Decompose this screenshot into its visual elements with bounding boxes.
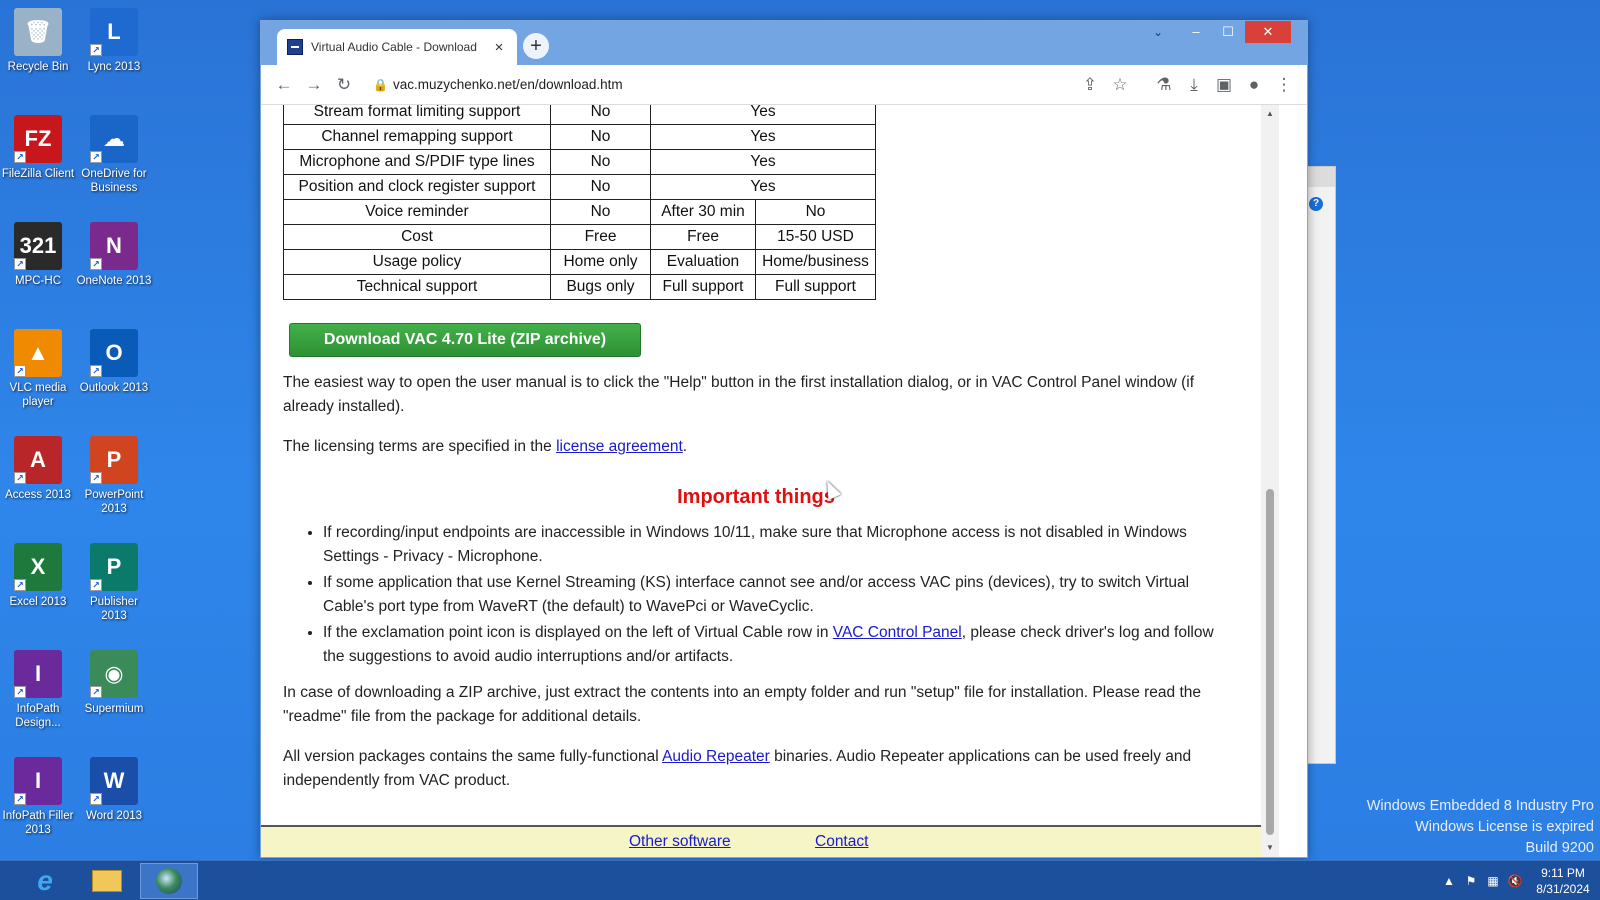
table-cell: Technical support [284,275,551,300]
table-row [284,125,876,150]
system-tray [1438,861,1600,900]
repeater-suffix: binaries. Audio Repeater applications can be used freely and independently from VAC product. [283,748,1192,789]
supermium-icon: ◉ ↗ [90,650,138,698]
comparison-table [283,105,876,300]
license-prefix: The licensing terms are specified in the [283,438,557,455]
table-cell: Yes [651,150,876,175]
shortcut-arrow-icon: ↗ [14,686,26,698]
desktop-shortcut[interactable] [0,329,76,409]
taskbar [0,860,1600,900]
shortcut-arrow-icon: ↗ [14,258,26,270]
new-tab-button[interactable]: + [523,33,549,59]
table-cell: Channel remapping support [284,125,551,150]
table-cell: Cost [284,225,551,250]
page-viewport [261,105,1281,857]
desktop-shortcut-label: Access 2013 [5,489,71,501]
table-row [284,250,876,275]
url-text[interactable]: vac.muzychenko.net/en/download.htm [393,77,623,92]
desktop-shortcut[interactable] [76,543,152,623]
desktop-shortcut[interactable] [76,757,152,823]
shortcut-arrow-icon: ↗ [14,365,26,377]
labs-flask-icon[interactable]: ⚗ [1156,74,1172,94]
shortcut-arrow-icon: ↗ [90,686,102,698]
list-item: • If some application that use Kernel Streaming (KS) interface cannot see and/or access VAC pins (devices), try to switch Virtual Cable's port type from WaveRT (the default) to WavePci or WaveCyclic. [323,571,1233,619]
table-cell: No [551,150,651,175]
side-panel-icon[interactable]: ▣ [1215,74,1233,94]
table-cell: Yes [651,125,876,150]
shortcut-arrow-icon: ↗ [90,258,102,270]
page-footer [261,825,1261,857]
license-agreement-link[interactable]: license agreement [556,438,683,455]
tab-search-chevron-icon[interactable]: ⌄ [1152,25,1164,39]
site-favicon-icon [287,39,303,55]
watermark-line: Windows License is expired [1415,819,1594,835]
table-cell: Full support [651,275,756,300]
download-icon[interactable]: ⤓ [1190,74,1198,94]
word-icon: W ↗ [90,757,138,805]
lock-icon[interactable]: 🔒 [373,77,388,92]
desktop-shortcut-label: OneDrive for Business [81,168,147,194]
table-cell: Voice reminder [284,200,551,225]
folder-icon [92,870,122,892]
table-cell: Yes [651,175,876,200]
manual-paragraph: The easiest way to open the user manual is to click the "Help" button in the first installation dialog, or in VAC Control Panel window (if already installed). [283,374,1195,415]
repeater-prefix: All version packages contains the same fully-functional [283,748,663,765]
file-explorer-taskbar-button[interactable] [78,863,136,899]
reload-icon[interactable]: ↻ [336,74,352,94]
shortcut-arrow-icon: ↗ [90,365,102,377]
desktop-shortcut[interactable] [76,115,152,195]
desktop-shortcut-label: Recycle Bin [7,61,69,73]
desktop-shortcut[interactable] [76,329,152,395]
watermark-line: Build 9200 [1525,840,1594,856]
desktop-shortcut[interactable] [0,757,76,837]
zip-paragraph: In case of downloading a ZIP archive, just extract the contents into an empty folder and run "setup" file for installation. Please read the "readme" file from the package for additional details. [283,684,1201,725]
table-cell: Free [651,225,756,250]
desktop-shortcut[interactable] [0,543,76,609]
repeater-paragraph [283,745,1233,793]
browser-titlebar [261,21,1307,65]
table-cell: Stream format limiting support [284,105,551,125]
close-window-button[interactable]: ✕ [1245,21,1291,43]
internet-explorer-icon: e [37,865,53,896]
important-heading: Important things [677,486,835,508]
table-cell: No [551,125,651,150]
license-suffix: . [682,438,688,455]
vac-control-panel-link[interactable]: VAC Control Panel [832,624,962,641]
table-cell: No [756,200,876,225]
access-icon: A ↗ [14,436,62,484]
browser-tab[interactable] [277,29,517,65]
table-cell: Full support [756,275,876,300]
table-row [284,150,876,175]
watermark-line: Windows Embedded 8 Industry Pro [1366,798,1594,814]
desktop-shortcut-label: PowerPoint 2013 [84,489,144,515]
table-cell: Home/business [756,250,876,275]
table-row [284,275,876,300]
background-window[interactable] [1304,166,1336,764]
menu-kebab-icon[interactable]: ⋮ [1275,74,1293,94]
table-cell: 15-50 USD [756,225,876,250]
list-item [323,621,1233,669]
infopath-designer-icon: I ↗ [14,650,62,698]
shortcut-arrow-icon: ↗ [14,151,26,163]
filezilla-icon: FZ ↗ [14,115,62,163]
action-center-flag-icon[interactable]: ⚑ [1465,874,1477,888]
back-arrow-icon[interactable]: ← [275,74,293,94]
clock-date: 8/31/2024 [1536,882,1590,896]
clock[interactable] [1526,865,1600,897]
volume-muted-icon[interactable]: 🔇 [1507,874,1523,888]
table-cell: Yes [651,105,876,125]
desktop-shortcut[interactable] [0,650,76,730]
desktop-shortcut[interactable] [76,650,152,716]
shortcut-arrow-icon: ↗ [90,151,102,163]
desktop-shortcut-label: Excel 2013 [9,596,67,608]
minimize-button[interactable]: – [1192,24,1200,39]
excel-icon: X ↗ [14,543,62,591]
background-window-titlebar [1305,167,1335,187]
table-cell: Microphone and S/PDIF type lines [284,150,551,175]
supermium-taskbar-button[interactable] [140,863,198,899]
windows-watermark [1367,796,1594,859]
onedrive-icon: ☁ ↗ [90,115,138,163]
table-cell: Position and clock register support [284,175,551,200]
maximize-button[interactable]: ☐ [1222,24,1234,39]
shortcut-arrow-icon: ↗ [14,472,26,484]
desktop-shortcut-label: VLC media player [9,382,67,408]
other-software-link[interactable]: Other software [629,833,731,850]
desktop-shortcut-label: FileZilla Client [1,168,75,180]
table-row [284,175,876,200]
table-cell: No [551,105,651,125]
desktop-shortcut-label: InfoPath Design... [15,703,61,729]
infopath-filler-icon: I ↗ [14,757,62,805]
table-cell: No [551,175,651,200]
desktop-shortcut-label: Outlook 2013 [79,382,149,394]
browser-toolbar [261,65,1307,105]
table-cell: Bugs only [551,275,651,300]
browser-window [260,20,1308,858]
table-cell: Usage policy [284,250,551,275]
shortcut-arrow-icon: ↗ [90,472,102,484]
clock-time: 9:11 PM [1541,866,1585,880]
table-cell: Free [551,225,651,250]
desktop-shortcut[interactable] [0,115,76,181]
download-lite-button[interactable]: Download VAC 4.70 Lite (ZIP archive) [289,323,641,357]
publisher-icon: P ↗ [90,543,138,591]
recycle-bin-icon: 🗑 [14,8,62,56]
contact-link[interactable]: Contact [815,833,869,850]
show-hidden-icons-icon[interactable]: ▲ [1443,874,1455,888]
table-cell: Home only [551,250,651,275]
share-icon[interactable]: ⇪ [1082,74,1098,94]
tab-close-icon[interactable]: × [494,38,504,56]
desktop-shortcut-label: InfoPath Filler 2013 [2,810,74,836]
desktop-shortcut-label: OneNote 2013 [76,275,152,287]
table-cell: No [551,200,651,225]
desktop-shortcut-label: MPC-HC [15,275,61,287]
shortcut-arrow-icon: ↗ [90,579,102,591]
scroll-down-arrow-icon[interactable]: ▼ [1266,843,1274,852]
table-cell: After 30 min [651,200,756,225]
shortcut-arrow-icon: ↗ [90,793,102,805]
bullet3-suffix: , please check driver's log and follow the suggestions to avoid audio interruptions and/or artifacts. [323,624,1214,665]
page-scrollbar[interactable] [1261,105,1279,857]
tab-title: Virtual Audio Cable - Download [311,40,477,54]
supermium-icon [156,868,182,894]
desktop-shortcut-label: Supermium [84,703,144,715]
scroll-up-arrow-icon[interactable]: ▲ [1266,109,1274,118]
onenote-icon: N ↗ [90,222,138,270]
network-icon[interactable]: ▦ [1487,874,1499,888]
table-row [284,200,876,225]
table-cell: Evaluation [651,250,756,275]
shortcut-arrow-icon: ↗ [14,793,26,805]
desktop-shortcut[interactable] [0,222,76,288]
bookmark-star-icon[interactable]: ☆ [1112,74,1128,94]
important-list [323,521,1233,671]
help-icon[interactable]: ? [1309,197,1323,211]
forward-arrow-icon[interactable]: → [305,74,323,94]
profile-avatar-icon[interactable]: ● [1248,74,1260,94]
desktop-shortcut-label: Lync 2013 [87,61,141,73]
table-row [284,105,876,125]
shortcut-arrow-icon: ↗ [90,44,102,56]
bullet3-prefix: If the exclamation point icon is displayed on the left of Virtual Cable row in [323,624,833,641]
desktop-shortcut[interactable] [76,222,152,288]
lync-icon: L ↗ [90,8,138,56]
powerpoint-icon: P ↗ [90,436,138,484]
audio-repeater-link[interactable]: Audio Repeater [662,748,770,765]
desktop-shortcut[interactable] [0,436,76,502]
desktop-shortcut-label: Publisher 2013 [90,596,138,622]
mpc-hc-icon: 321 ↗ [14,222,62,270]
scrollbar-thumb[interactable] [1266,489,1274,835]
shortcut-arrow-icon: ↗ [14,579,26,591]
internet-explorer-taskbar-button[interactable] [16,863,74,899]
address-bar[interactable] [365,70,1143,100]
outlook-icon: O ↗ [90,329,138,377]
vlc-icon: ▲ ↗ [14,329,62,377]
table-row [284,225,876,250]
desktop-shortcut[interactable] [0,8,76,74]
desktop-shortcut-label: Word 2013 [85,810,143,822]
desktop-shortcut[interactable] [76,8,152,74]
desktop-shortcut[interactable] [76,436,152,516]
license-paragraph [283,435,1233,459]
list-item: • If recording/input endpoints are inaccessible in Windows 10/11, make sure that Microphone access is not disabled in Windows Settings - Privacy - Microphone. [323,521,1233,569]
